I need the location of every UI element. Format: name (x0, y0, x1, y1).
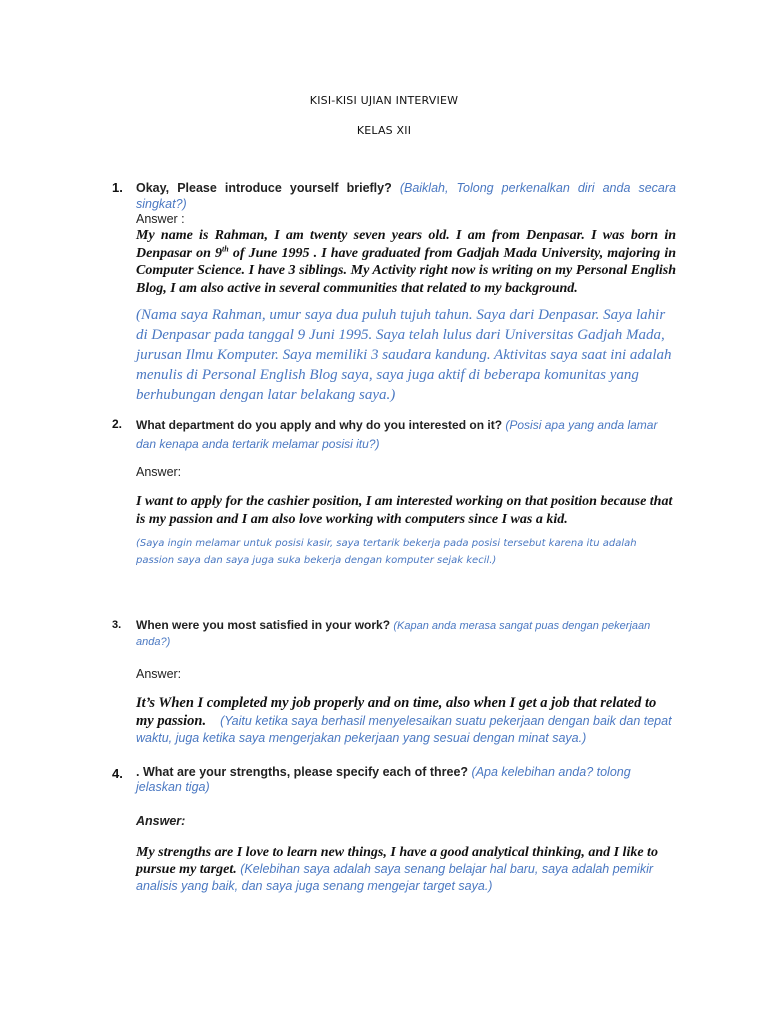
answer-label-1: Answer : (136, 212, 185, 226)
question-2 (136, 416, 676, 454)
answer-3-translation: (Yaitu ketika saya berhasil menyelesaikan suatu pekerjaan dengan baik dan tepat waktu, juga ketika saya mengerjakan pekerjaan yang sesuai dengan minat saya.) (136, 713, 672, 745)
item-number-4: 4. (112, 766, 123, 781)
question-3-text: When were you most satisfied in your work? (136, 618, 391, 632)
document-subtitle: KELAS XII (356, 124, 412, 137)
question-4 (136, 765, 676, 795)
answer-label-3: Answer: (136, 667, 182, 681)
answer-label-4: Answer: (136, 814, 186, 828)
item-2 (136, 416, 676, 569)
answer-4 (136, 845, 676, 895)
question-2-text: What department do you apply and why do you interested on it? (136, 418, 503, 432)
item-1 (136, 180, 676, 405)
item-number-1: 1. (112, 180, 123, 195)
answer-1-sup: th (222, 243, 229, 253)
question-3-translation: (Kapan anda merasa sangat puas dengan pekerjaan anda?) (136, 620, 651, 648)
question-1-text: Okay, Please introduce yourself briefly? (136, 181, 392, 195)
item-number-3: 3. (112, 619, 122, 631)
question-1 (136, 180, 676, 212)
answer-1-part2: of June 1995 . I have graduated from Gadjah Mada University, majoring in Computer Science. I have 3 siblings. My Activity right now is writing on my Personal English Blog, I am also active in several communities that related to my background. (136, 245, 676, 296)
answer-1-translation: (Nama saya Rahman, umur saya dua puluh tujuh tahun. Saya dari Denpasar. Saya lahir di Denpasar pada tanggal 9 Juni 1995. Saya telah lulus dari Universitas Gadjah Mada, jurusan Ilmu Komputer. Saya memiliki 3 saudara kandung. Aktivitas saya saat ini adalah menulis di Personal English Blog saya, saya juga aktif di beberapa komunitas yang berhubungan dengan latar belakang saya.) (136, 307, 672, 403)
item-4 (136, 765, 676, 895)
answer-4-translation: (Kelebihan saya adalah saya senang belajar hal baru, saya adalah pemikir analisis yang baik, dan saya juga senang mengejar target saya.) (136, 862, 654, 893)
question-3 (136, 618, 676, 650)
answer-2-translation: (Saya ingin melamar untuk posisi kasir, saya tertarik bekerja pada posisi tersebut karena itu adalah passion saya dan saya juga suka bekerja dengan komputer sejak kecil.) (136, 538, 637, 566)
answer-label-2: Answer: (136, 465, 182, 479)
answer-2: I want to apply for the cashier position, I am interested working on that position because that is my passion and I am also love working with computers since I was a kid. (136, 494, 673, 527)
item-number-2: 2. (112, 417, 123, 431)
answer-1-part1: My name is Rahman, I am twenty seven years old. I am from Denpasar. I was born in Denpasar on 9 (136, 228, 676, 261)
question-1-translation: (Baiklah, Tolong perkenalkan diri anda secara singkat?) (136, 181, 676, 211)
answer-3-text: It’s When I completed my job properly and on time, also when I get a job that related to my passion. (136, 695, 657, 729)
item-3 (136, 618, 676, 748)
answer-4-text: My strengths are I love to learn new things, I have a good analytical thinking, and I like to pursue my target. (136, 845, 658, 877)
answer-1 (136, 227, 676, 297)
question-2-translation: (Posisi apa yang anda lamar dan kenapa anda tertarik melamar posisi itu?) (136, 418, 658, 451)
document-title: KISI-KISI UJIAN INTERVIEW (309, 94, 459, 107)
question-4-translation: (Apa kelebihan anda? tolong jelaskan tiga) (136, 765, 631, 794)
question-4-text: . What are your strengths, please specify each of three? (136, 765, 469, 779)
answer-3 (136, 695, 676, 748)
